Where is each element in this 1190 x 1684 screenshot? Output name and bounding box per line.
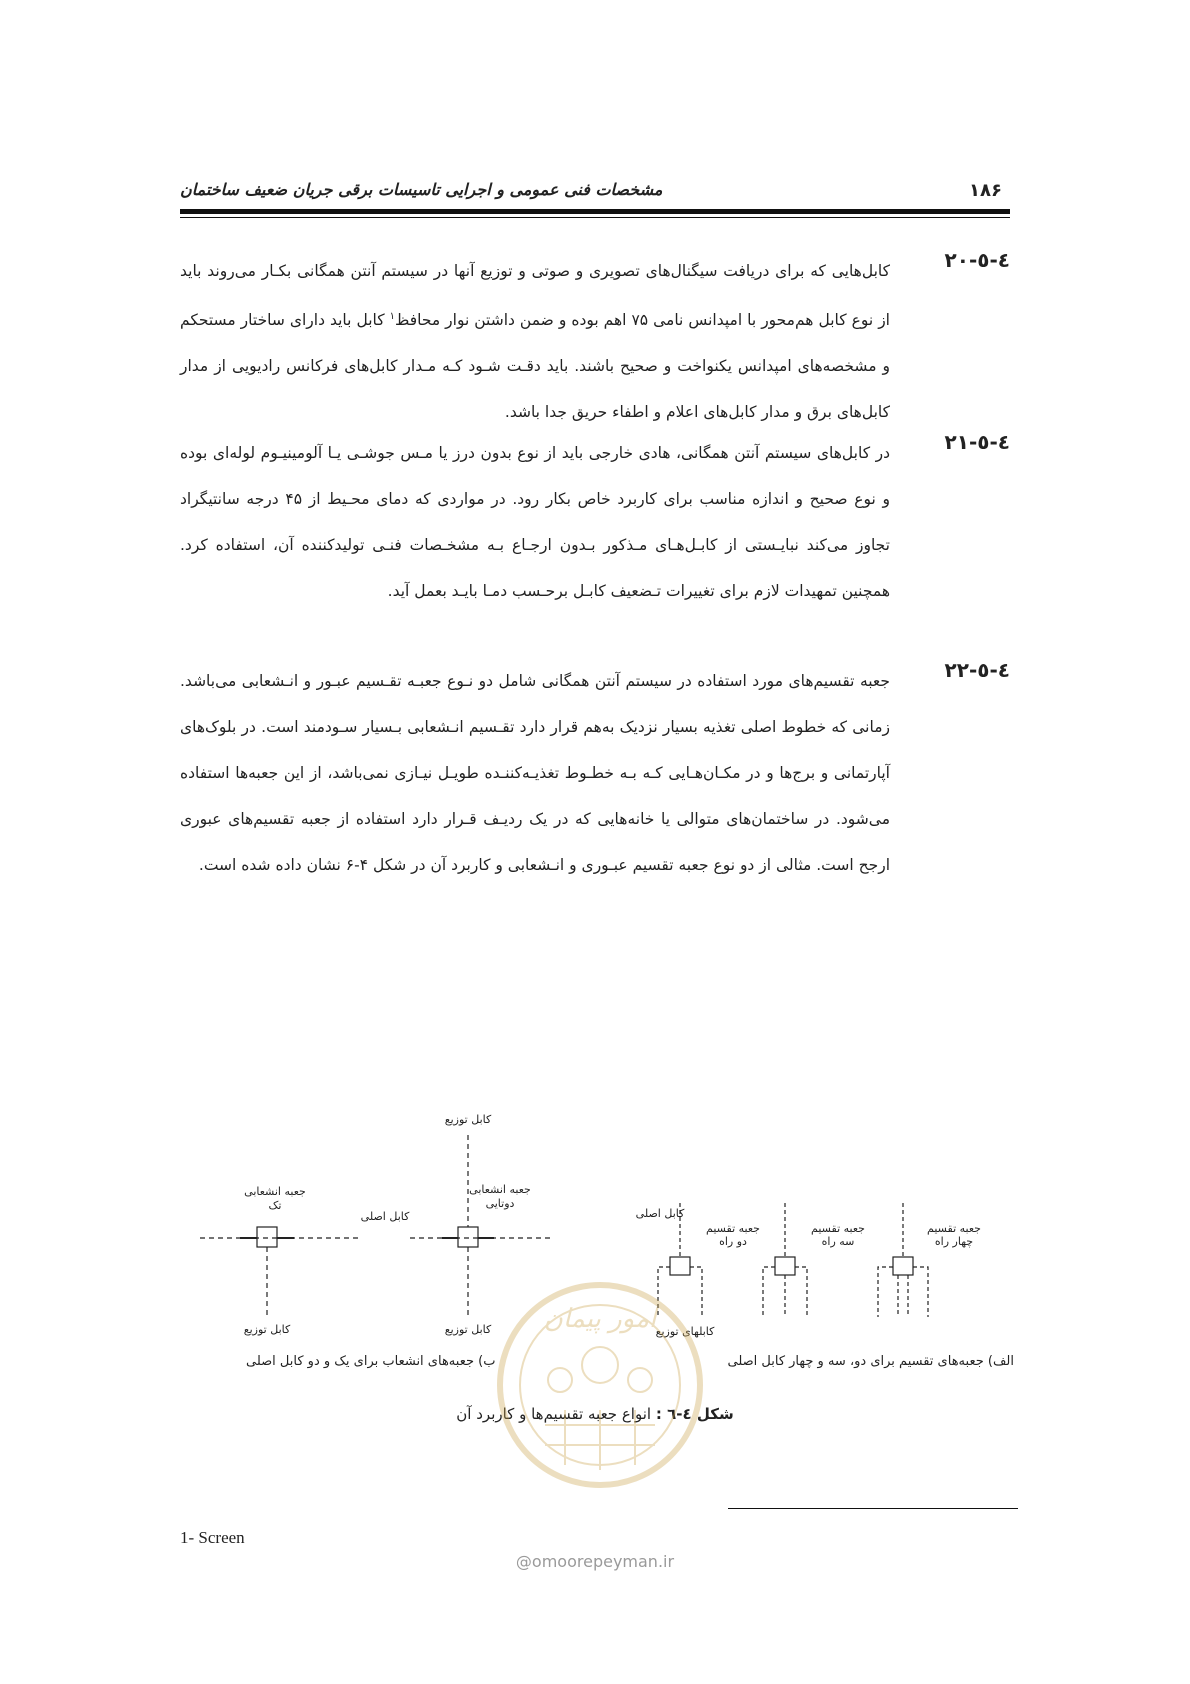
header-rule-thick (180, 209, 1010, 214)
section-4-5-21 (180, 430, 1010, 614)
header-rule-thin (180, 217, 1010, 218)
label-main-cable-left: کابل اصلی (360, 1210, 410, 1223)
running-header-title: مشخصات فنی عمومی و اجرایی تاسیسات برقی جریان ضعیف ساختمان (180, 180, 663, 199)
footnote-text: 1- Screen (180, 1528, 245, 1547)
label-splitter-three-1: جعبه تقسیم (811, 1222, 865, 1235)
splitter-box-four (893, 1257, 913, 1275)
label-distribution-cables: کابلهای توزیع (655, 1325, 715, 1338)
section-number: ٤-٥-٢٠ (944, 248, 1010, 272)
label-tap-double-2: دوتایی (485, 1197, 515, 1210)
tap-box-double (458, 1227, 478, 1247)
figure-caption-text: انواع جعبه تقسیم‌ها و کاربرد آن (456, 1405, 656, 1423)
figure-caption-label: شکل ٤-٦ : (655, 1405, 734, 1423)
footnote-rule (728, 1508, 1018, 1509)
tap-box-single (257, 1227, 277, 1247)
section-body: کابل‌هایی که برای دریافت سیگنال‌های تصویری و صوتی و توزیع آنها در سیستم آنتن همگانی بکـار می‌روند باید از نوع کابل هم‌محور با امپدانس نامی ۷۵ اهم بوده و ضمن داشتن نوار محافظ$^۱$ کابل باید دارای ساختار مستحکم و مشخصه‌های امپدانس یکنواخت و صحیح باشند. باید دقـت شـود کـه مـدار کابل‌های فرکانس رادیویی از مدار کابل‌های برق و مدار کابل‌های اعلام و اطفاء حریق جدا باشد. (180, 262, 890, 422)
page-number: ۱۸۶ (969, 180, 1002, 201)
splitter-box-two (670, 1257, 690, 1275)
label-splitter-two-2: دو راه (719, 1235, 747, 1248)
label-tap-single-2: تک (268, 1199, 282, 1212)
label-splitter-four-2: چهار راه (934, 1235, 974, 1248)
footnote-marker: ۱ (389, 311, 395, 322)
label-distribution-top: کابل توزیع (444, 1113, 492, 1126)
watermark-logo (485, 1275, 715, 1495)
section-4-5-20 (180, 248, 1010, 435)
label-distribution-bottom-right: کابل توزیع (444, 1323, 492, 1336)
label-splitter-two-1: جعبه تقسیم (706, 1222, 760, 1235)
section-body: جعبه تقسیم‌های مورد استفاده در سیستم آنتن همگانی شامل دو نـوع جعبـه تقـسیم عبـور و انـشعابی می‌باشد. زمانی که خطوط اصلی تغذیه بسیار نزدیک به‌هم قرار دارد تقـسیم انـشعابی بـسیار سـودمند است. در بلوک‌های آپارتمانی و برج‌ها و در مکـان‌هـایی کـه بـه خطـوط تغذیـه‌کننـده طویـل نیـازی نمی‌باشد، از این جعبه‌ها استفاده می‌شود. در ساختمان‌های متوالی یا خانه‌هایی که در یک ردیـف قـرار دارد استفاده از جعبه تقسیم‌های عبوری ارجح است. مثالی از دو نوع جعبه تقسیم عبـوری و انـشعابی و کاربرد آن در شکل ۴-۶ نشان داده شده است. (180, 672, 890, 874)
label-main-cable-right: کابل اصلی (635, 1207, 685, 1220)
figure-caption-a: الف) جعبه‌های تقسیم برای دو، سه و چهار کابل اصلی (727, 1354, 1014, 1369)
watermark-url: @omoorepeyman.ir (515, 1552, 675, 1571)
figure-caption-b: ب) جعبه‌های انشعاب برای یک و دو کابل اصلی (246, 1354, 496, 1369)
label-tap-single-1: جعبه انشعابی (244, 1185, 306, 1198)
label-splitter-three-2: سه راه (821, 1235, 855, 1248)
section-body: در کابل‌های سیستم آنتن همگانی، هادی خارجی باید از نوع بدون درز یا مـس جوشـی یـا آلومینیـوم لوله‌ای بوده و نوع صحیح و اندازه مناسب برای کاربرد خاص بکار رود. در مواردی که دمای محـیط از ۴۵ درجه سانتیگراد تجاوز می‌کند نبایـستی از کابـل‌هـای مـذکور بـدون ارجـاع بـه مشخـصات فنـی تولیدکننده آن، استفاده کرد. همچنین تمهیدات لازم برای تغییرات تـضعیف کابـل برحـسب دمـا بایـد بعمل آید. (180, 444, 890, 600)
section-number: ٤-٥-٢١ (944, 430, 1010, 454)
section-number: ٤-٥-٢٢ (944, 658, 1010, 682)
watermark-url-icon: @ (515, 1552, 532, 1571)
section-4-5-22 (180, 658, 1010, 888)
label-tap-double-1: جعبه انشعابی (469, 1183, 531, 1196)
label-splitter-four-1: جعبه تقسیم (927, 1222, 981, 1235)
watermark-text: امور پیمان (543, 1304, 657, 1334)
splitter-box-three (775, 1257, 795, 1275)
label-distribution-bottom-left: کابل توزیع (243, 1323, 291, 1336)
